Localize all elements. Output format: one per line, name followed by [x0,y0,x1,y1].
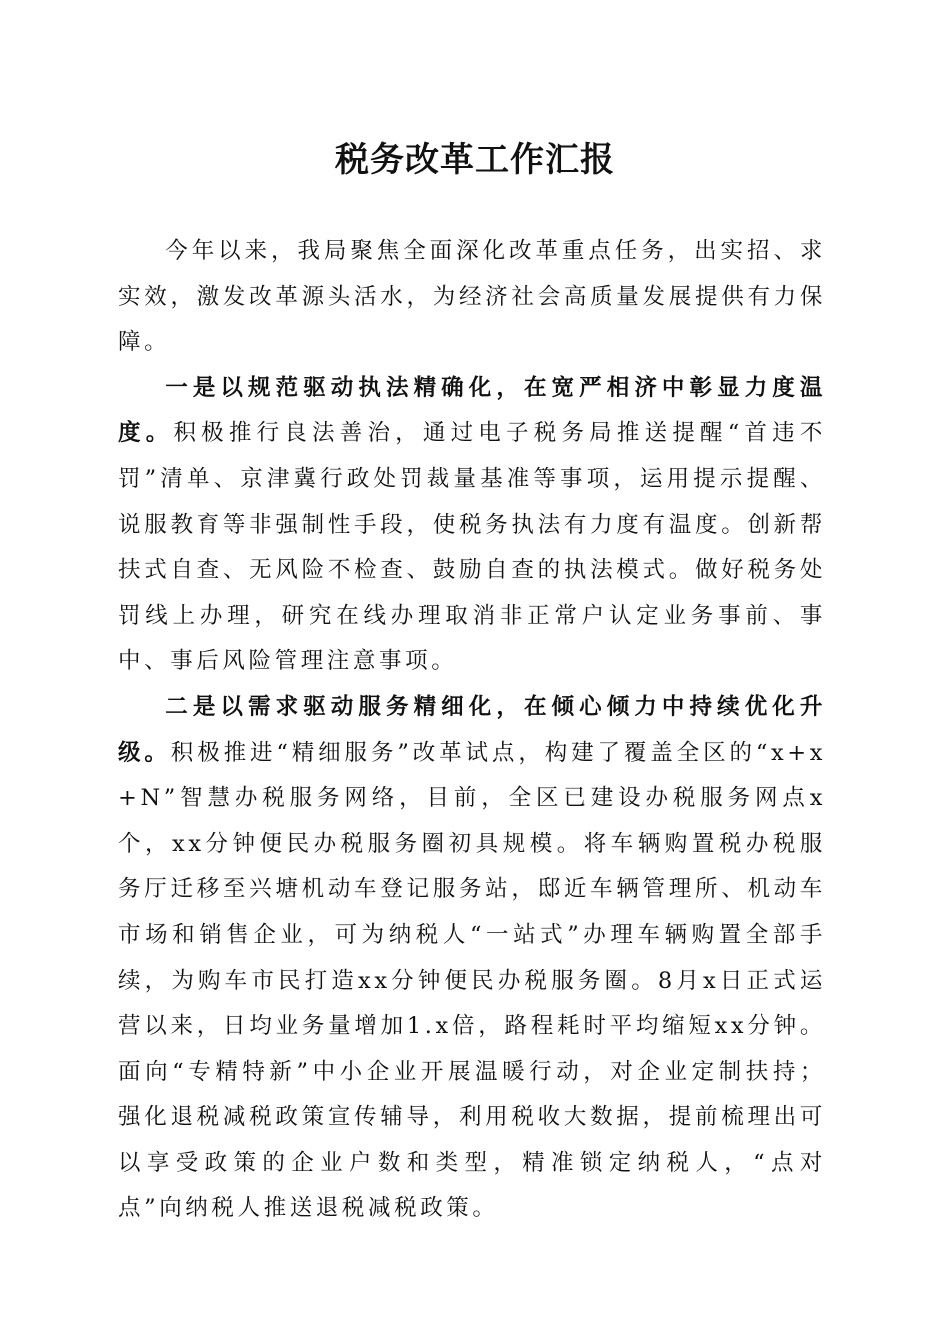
section-2-text: 积极推进“精细服务”改革试点，构建了覆盖全区的“x+x+N”智慧办税服务网络，目前，全区已建设办税服务网点x个，xx分钟便民办税服务圈初具规模。将车辆购置税办税服务厅迁移至兴塘机动车登记服务站，邸近车辆管理所、机动车市场和销售企业，可为纳税人“一站式”办理车辆购置全部手续，为购车市民打造xx分钟便民办税服务圈。8月x日正式运营以来，日均业务量增加1.x倍，路程耗时平均缩短xx分钟。面向“专精特新”中小企业开展温暖行动，对企业定制扶持；强化退税减税政策宣传辅导，利用税收大数据，提前梳理出可以享受政策的企业户数和类型，精准锁定纳税人，“点对点”向纳税人推送退税减税政策。 [118,739,826,1222]
section-1-heading: 一是以规范驱动执法精确化，在宽严相济中彰显力度温度。 [118,374,826,447]
section-1-text: 积极推行良法善治，通过电子税务局推送提醒“首违不罚”清单、京津冀行政处罚裁量基准等事项，运用提示提醒、说服教育等非强制性手段，使税务执法有力度有温度。创新帮扶式自查、无风险不检查、鼓励自查的执法模式。做好税务处罚线上办理，研究在线办理取消非正常户认定业务事前、事中、事后风险管理注意事项。 [118,420,827,675]
document-body [118,229,826,1232]
section-2-paragraph [118,685,826,1232]
intro-paragraph: 今年以来，我局聚焦全面深化改革重点任务，出实招、求实效，激发改革源头活水，为经济社会高质量发展提供有力保障。 [118,238,826,356]
section-2-heading: 二是以需求驱动服务精细化，在倾心倾力中持续优化升级。 [118,693,826,766]
document-title: 税务改革工作汇报 [335,140,615,180]
section-1-paragraph [118,366,826,685]
